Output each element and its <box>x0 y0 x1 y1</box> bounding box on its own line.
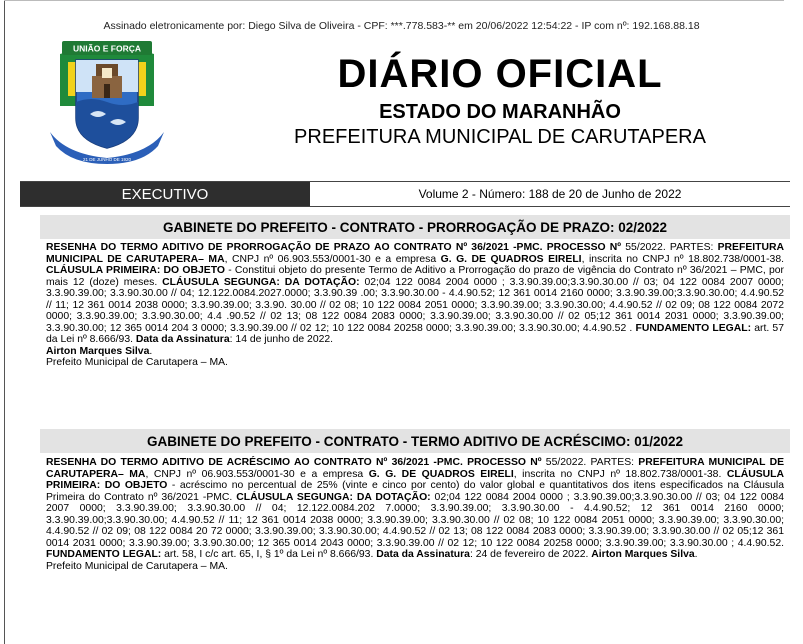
section-title-prorrogacao: GABINETE DO PREFEITO - CONTRATO - PRORROGAÇÃO DE PRAZO: 02/2022 <box>40 215 790 239</box>
text-fragment: 02;04 122 0084 2004 0000 ; 3.3.90.39.00;3.3.90.30.00 // 03; 04 122 0084 2007 0000; 3.3.90.39.00; 3.3.90.30.00 // 04; 12.122.0084.202 7.0000; 3.3.90.39.00; 3.3.90.30.00 - 4.4.90.52; 12 361 0014 2160 0000; 3.3.90.39.00;3.3.90.30.00; 4.4.90.52 // 11; 12 361 0014 2038 0000; 3.3.90.39.00; 3.3.90.30.00 // 02 08; 10 122 0084 2051 0000; 3.3.90.39.00; 3.3.90.30.00; 4.4.90.52 // 02 09; 08 122 0084 20 72 0000; 3.3.90.39.00; 3.3.90.30.00; 4.4.90.52 // 02 13; 08 122 0084 2083 0000; 3.3.90.39.00; 3.3.90.30.00 // 02 05;12 361 0014 2031 0000; 3.3.90.39.00; 3.3.90.30.00; 12 365 0014 2043 0000; 3.3.90.39.00 // 02 12; 10 122 0084 20258 0000; 3.3.90.39.00; 3.3.90.30.00 ; 4.4.90.52. <box>46 491 784 549</box>
municipality-name: PREFEITURA MUNICIPAL DE CARUTAPERA <box>294 126 706 148</box>
logo-banner-text: UNIÃO E FORÇA <box>73 43 141 54</box>
section-title-acrescimo: GABINETE DO PREFEITO - CONTRATO - TERMO ADITIVO DE ACRÉSCIMO: 01/2022 <box>40 429 790 453</box>
text-fragment: : 24 de fevereiro de 2022. <box>469 549 592 560</box>
clause-one-label: CLÁUSULA PRIMEIRA: DO OBJETO <box>46 468 785 491</box>
volume-info: Volume 2 - Número: 188 de 20 de Junho de 2022 <box>310 182 790 206</box>
company-name: G. G. DE QUADROS EIRELI <box>368 468 514 480</box>
summary-lead: RESENHA DO TERMO ADITIVO DE PRORROGAÇÃO DE PRAZO AO CONTRATO Nº 36/2021 -PMC. PROCESSO Nº <box>46 242 622 253</box>
text-fragment: - Constitui objeto do presente Termo de Aditivo a Prorrogação do prazo de vigência do Contrato nº 36/2021 – PMC, por mais 12 (doze) meses. <box>46 265 784 288</box>
section-body-acrescimo: RESENHA DO TERMO ADITIVO DE ACRÉSCIMO AO CONTRATO Nº 36/2021 -PMC. PROCESSO Nº 55/2022. PARTES: PREFEITURA MUNICIPAL DE CARUTAPERA– MA, CNPJ nº 06.903.553/0001-30 e a empresa G. G. DE QUADROS EIRELI, inscrita no CNPJ nº 18.802.738/0001-38. CLÁUSULA PRIMEIRA: DO OBJETO - acréscimo no percentual de 25% (vinte e cinco por cento) do valor global e quantitativos dos itens especificados na Cláusula Primeira do Contrato nº 36/2021 -PMC. CLÁUSULA SEGUNGA: DA DOTAÇÃO: 02;04 122 0084 2004 0000 ; 3.3.90.39.00;3.3.90.30.00 // 03; 04 122 0084 2007 0000; 3.3.90.39.00; 3.3.90.30.00 // 04; 12.122.0084.202 7.0000; 3.3.90.39.00; 3.3.90.30.00 - 4.4.90.52; 12 361 0014 2160 0000; 3.3.90.39.00;3.3.90.30.00; 4.4.90.52 // 11; 12 361 0014 2038 0000; 3.3.90.39.00; 3.3.90.30.00 // 02 08; 10 122 0084 2051 0000; 3.3.90.39.00; 3.3.90.30.00; 4.4.90.52 // 02 09; 08 122 0084 20 72 0000; 3.3.90.39.00; 3.3.90.30.00; 4.4.90.52 // 02 13; 08 122 0084 2083 0000; 3.3.90.39.00; 3.3.90.30.00 // 02 05;12 361 0014 2031 0000; 3.3.90.39.00; 3.3.90.30.00; 12 365 0014 2043 0000; 3.3.90.39.00 // 02 12; 10 122 0084 20258 0000; 3.3.90.39.00; 3.3.90.30.00 ; 4.4.90.52. FUNDAMENTO LEGAL: art. 58, I c/c art. 65, I, § 1º da Lei nº 8.666/93. Data da Assinatura: 24 de fevereiro de 2022. Airton Marques Silva. Prefeito Municipal de Carutapera – MA. <box>46 457 785 572</box>
text-fragment: art. 58, I c/c art. 65, I, § 1º da Lei nº 8.666/93. <box>161 549 377 560</box>
logo-ribbon-date: 21 DE JUNHO DE 1920 <box>82 157 132 162</box>
municipal-coat-of-arms <box>46 36 168 164</box>
clause-two-label: CLÁUSULA SEGUNGA: DA DOTAÇÃO: <box>236 491 431 503</box>
clause-two-label: CLÁUSULA SEGUNGA: DA DOTAÇÃO: <box>162 276 360 288</box>
signer-name: Airton Marques Silva <box>46 345 150 357</box>
state-name: ESTADO DO MARANHÃO <box>379 101 621 123</box>
text-fragment: art. 57 da Lei nº 8.666/93. <box>46 322 784 345</box>
signer-role: Prefeito Municipal de Carutapera – MA. <box>46 560 228 572</box>
section-body-prorrogacao: RESENHA DO TERMO ADITIVO DE PRORROGAÇÃO DE PRAZO AO CONTRATO Nº 36/2021 -PMC. PROCESSO Nº 55/2022. PARTES: PREFEITURA MUNICIPAL DE CARUTAPERA– MA, CNPJ nº 06.903.553/0001-30 e a empresa G. G. DE QUADROS EIRELI, inscrita no CNPJ nº 18.802.738/0001-38. CLÁUSULA PRIMEIRA: DO OBJETO - Constitui objeto do presente Termo de Aditivo a Prorrogação do prazo de vigência do Contrato nº 36/2021 – PMC, por mais 12 (doze) meses. CLÁUSULA SEGUNGA: DA DOTAÇÃO: 02;04 122 0084 2004 0000 ; 3.3.90.39.00;3.3.90.30.00 // 03; 04 122 0084 2007 0000; 3.3.90.39.00; 3.3.90.30.00 // 04; 12.122.0084.2027.0000; 3.3.90.39 .00; 3.3.90.30.00 - 4.4.90.52; 12 361 0014 2160 0000; 3.3.90.39.00;3.3.90.30.00; 4.4.90.52 // 11; 12 361 0014 2038 0000; 3.3.90.39.00; 3.3.90. 30.00 // 02 08; 10 122 0084 2051 0000; 3.3.90.39.00; 3.3.90.30.00; 4.4.90.52 // 02 09; 08 122 0084 2072 0000; 3.3.90.39.00; 3.3.90.30.00; 4.4 .90.52 // 02 13; 08 122 0084 2083 0000; 3.3.90.39.00; 3.3.90.30.00 // 02 05;12 361 0014 2031 0000; 3.3.90.39.00; 3.3.90.30.00; 12 365 0014 204 3 0000; 3.3.90.39.00 // 02 12; 10 122 0084 20258 0000; 3.3.90.39.00; 3.3.90.30.00; 4.4.90.52 . FUNDAMENTO LEGAL: art. 57 da Lei nº 8.666/93. Data da Assinatura: 14 de junho de 2022. Airton Marques Silva. Prefeito Municipal de Carutapera – MA. <box>46 242 784 368</box>
electronic-signature-line: Assinado eletronicamente por: Diego Silva de Oliveira - CPF: ***.778.583-** em 20/06/2022 12:54:22 - IP com nº: 192.168.88.18 <box>103 20 700 32</box>
signature-date-label: Data da Assinatura <box>376 549 470 560</box>
clause-one-label: CLÁUSULA PRIMEIRA: DO OBJETO <box>46 265 225 276</box>
signature-date-label: Data da Assinatura <box>135 334 230 345</box>
text-fragment: , CNPJ nº 06.903.553/0001-30 e a empresa <box>145 468 369 480</box>
party-name: PREFEITURA MUNICIPAL DE CARUTAPERA– MA <box>46 242 784 265</box>
legal-basis-label: FUNDAMENTO LEGAL: <box>46 549 162 560</box>
section-label: EXECUTIVO <box>20 182 310 206</box>
logo-ribbon-text: CARUTAPERA-MA <box>86 149 129 155</box>
signer-role: Prefeito Municipal de Carutapera – MA. <box>46 357 228 368</box>
text-fragment: , inscrita no CNPJ nº 18.802.738/0001-38. <box>581 253 784 265</box>
signer-name: Airton Marques Silva <box>591 549 695 560</box>
page-top-border <box>4 0 784 1</box>
newspaper-title: DIÁRIO OFICIAL <box>337 52 663 96</box>
party-name: PREFEITURA MUNICIPAL DE CARUTAPERA– MA <box>46 457 784 480</box>
legal-basis-label: FUNDAMENTO LEGAL: <box>635 322 752 334</box>
text-fragment: 55/2022. PARTES: <box>541 457 639 468</box>
text-fragment: 02;04 122 0084 2004 0000 ; 3.3.90.39.00;3.3.90.30.00 // 03; 04 122 0084 2007 0000; 3.3.90.39.00; 3.3.90.30.00 // 04; 12.122.0084.2027.0000; 3.3.90.39 .00; 3.3.90.30.00 - 4.4.90.52; 12 361 0014 2160 0000; 3.3.90.39.00;3.3.90.30.00; 4.4.90.52 // 11; 12 361 0014 2038 0000; 3.3.90.39.00; 3.3.90. 30.00 // 02 08; 10 122 0084 2051 0000; 3.3.90.39.00; 3.3.90.30.00; 4.4.90.52 // 02 09; 08 122 0084 2072 0000; 3.3.90.39.00; 3.3.90.30.00; 4.4 .90.52 // 02 13; 08 122 0084 2083 0000; 3.3.90.39.00; 3.3.90.30.00 // 02 05;12 361 0014 2031 0000; 3.3.90.39.00; 3.3.90.30.00; 12 365 0014 204 3 0000; 3.3.90.39.00 // 02 12; 10 122 0084 20258 0000; 3.3.90.39.00; 3.3.90.30.00; 4.4.90.52 . <box>46 276 784 334</box>
page-left-border <box>4 0 5 644</box>
text-fragment: - acréscimo no percentual de 25% (vinte e cinco por cento) do valor global e quantitativos dos itens especificados na Cláusula Primeira do Contrato nº 36/2021 -PMC. <box>46 480 784 503</box>
company-name: G. G. DE QUADROS EIRELI <box>440 253 582 265</box>
text-fragment: 55/2022. PARTES: <box>621 242 718 253</box>
text-fragment: , inscrita no CNPJ nº 18.802.738/0001-38. <box>513 468 727 480</box>
text-fragment: : 14 de junho de 2022. <box>229 334 334 345</box>
edition-bar <box>20 181 790 207</box>
text-fragment: , CNPJ nº 06.903.553/0001-30 e a empresa <box>224 253 441 265</box>
summary-lead: RESENHA DO TERMO ADITIVO DE ACRÉSCIMO AO CONTRATO Nº 36/2021 -PMC. PROCESSO Nº <box>46 457 542 468</box>
